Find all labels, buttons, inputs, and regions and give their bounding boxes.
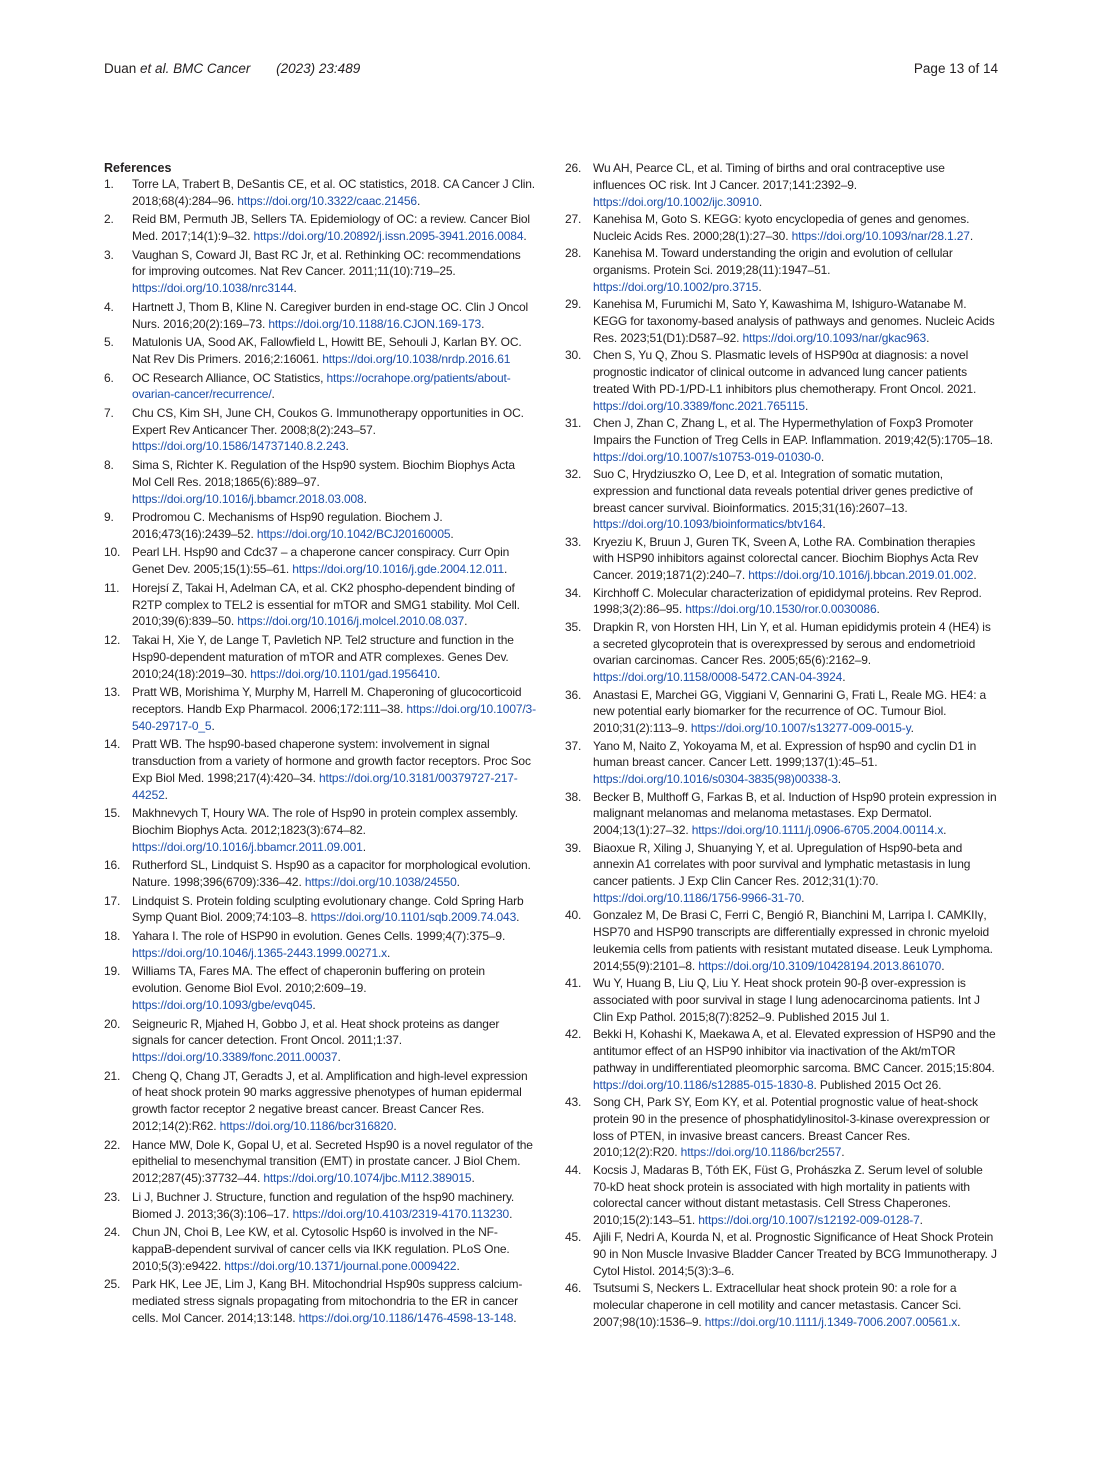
reference-suffix: .: [337, 1050, 341, 1065]
reference-suffix: .: [436, 666, 441, 681]
reference-text: Torre LA, Trabert B, DeSantis CE, et al. OC statistics, 2018. CA Cancer J Clin. 2018;68(4):284–96.: [132, 177, 535, 208]
reference-suffix: .: [416, 193, 421, 208]
reference-suffix: .: [957, 1315, 961, 1330]
reference-number: 40.: [565, 908, 582, 923]
reference-text: Seigneuric R, Mjahed H, Gobbo J, et al. Heat shock proteins as danger signals for cancer detection. Front Oncol. 2011;1:37.: [132, 1016, 500, 1048]
reference-item: [104, 857, 536, 891]
reference-number: 42.: [565, 1027, 582, 1042]
reference-item: [565, 160, 997, 210]
reference-suffix: .: [513, 1310, 517, 1325]
reference-suffix: .: [293, 281, 297, 296]
reference-number: 7.: [104, 405, 114, 420]
reference-number: 46.: [565, 1281, 582, 1296]
reference-doi-link[interactable]: https://doi.org/10.1042/BCJ20160005: [256, 526, 451, 541]
reference-suffix: .: [387, 945, 391, 960]
reference-text: Li J, Buchner J. Structure, function and regulation of the hsp90 machinery. Biomed J. 2013;36(3):106–17.: [132, 1189, 515, 1221]
reference-doi-link[interactable]: https://doi.org/10.1007/s10753-019-01030-0: [593, 449, 821, 464]
running-header-citation: [104, 61, 360, 76]
reference-item: [104, 370, 536, 404]
reference-number: 21.: [104, 1068, 121, 1083]
reference-number: 43.: [565, 1094, 582, 1109]
reference-suffix: .: [758, 194, 763, 209]
reference-text: Hartnett J, Thom B, Kline N. Caregiver burden in end-stage OC. Clin J Oncol Nurs. 2016;20(2):169–73.: [132, 299, 529, 331]
reference-number: 4.: [104, 299, 114, 314]
reference-item: [565, 789, 997, 839]
reference-doi-link[interactable]: https://doi.org/10.1038/nrdp.2016.61: [322, 351, 511, 366]
reference-number: 17.: [104, 893, 121, 908]
reference-text: Kryeziu K, Bruun J, Guren TK, Sveen A, Lothe RA. Combination therapies with HSP90 inhibitors against colorectal cancer. Biochim Biophys Acta Rev Cancer. 2019;1871(2):240–7.: [593, 534, 979, 583]
reference-text: Hance MW, Dole K, Gopal U, et al. Secreted Hsp90 is a novel regulator of the epithelial to mesenchymal transition (EMT) in prostate cancer. J Biol Chem. 2012;287(45):37732–44.: [132, 1137, 533, 1186]
reference-number: 2.: [104, 212, 114, 227]
reference-text: Yano M, Naito Z, Yokoyama M, et al. Expression of hsp90 and cyclin D1 in human breast cancer. Cancer Lett. 1999;137(1):45–51.: [593, 738, 977, 770]
reference-doi-link[interactable]: https://doi.org/10.1111/j.0906-6705.2004.00114.x: [691, 823, 944, 838]
reference-text: Vaughan S, Coward JI, Bast RC Jr, et al. Rethinking OC: recommendations for improving outcomes. Nat Rev Cancer. 2011;11(10):719–25.: [132, 247, 521, 279]
reference-item: [104, 736, 536, 803]
reference-number: 25.: [104, 1277, 121, 1292]
reference-doi-link[interactable]: https://doi.org/10.1371/journal.pone.0009422: [224, 1258, 457, 1273]
reference-doi-link[interactable]: https://doi.org/10.3109/10428194.2013.861070: [698, 958, 942, 973]
reference-item: [104, 247, 536, 297]
reference-doi-link[interactable]: https://doi.org/10.1158/0008-5472.CAN-04-3924: [593, 670, 843, 685]
reference-text: Biaoxue R, Xiling J, Shuanying Y, et al. Upregulation of Hsp90-beta and annexin A1 correlates with poor survival and lymphatic metastasis in lung cancer patients. J Exp Clin Cancer Res. 2012;31(1):70.: [593, 840, 971, 889]
reference-item: [104, 805, 536, 855]
reference-number: 3.: [104, 247, 114, 262]
reference-suffix: .: [973, 568, 977, 583]
reference-item: [104, 509, 536, 543]
reference-item: [565, 245, 997, 295]
reference-suffix: .: [312, 997, 316, 1012]
reference-item: [104, 299, 536, 333]
reference-doi-link[interactable]: https://doi.org/10.1074/jbc.M112.389015: [263, 1171, 472, 1186]
reference-text: Kanehisa M. Toward understanding the origin and evolution of cellular organisms. Protein Sci. 2019;28(11):1947–51.: [593, 246, 953, 277]
header-journal: BMC Cancer: [173, 61, 251, 76]
header-year-volume: (2023) 23:489: [276, 61, 361, 76]
reference-suffix: .: [464, 614, 468, 629]
reference-text: Prodromou C. Mechanisms of Hsp90 regulation. Biochem J. 2016;473(16):2439–52.: [132, 510, 443, 541]
reference-suffix: .: [804, 398, 809, 413]
reference-item: [104, 893, 536, 927]
reference-text: Pratt WB, Morishima Y, Murphy M, Harrell M. Chaperoning of glucocorticoid receptors. Handb Exp Pharmacol. 2006;172:111–38.: [132, 685, 522, 716]
reference-text: Suo C, Hrydziuszko O, Lee D, et al. Integration of somatic mutation, expression and functional data reveals potential driver genes predictive of breast cancer survival. Bioinformatics. 2015;31(16):2607–13.: [593, 466, 973, 515]
reference-number: 18.: [104, 929, 121, 944]
reference-text: Wu AH, Pearce CL, et al. Timing of births and oral contraceptive use influences OC risk. Int J Cancer. 2017;141:2392–9.: [593, 161, 945, 192]
reference-suffix: .: [822, 517, 826, 532]
reference-item: [104, 1189, 536, 1223]
reference-doi-link[interactable]: https://doi.org/10.3389/fonc.2011.00037: [132, 1050, 338, 1065]
reference-number: 37.: [565, 738, 582, 753]
reference-text: Ajili F, Nedri A, Kourda N, et al. Prognostic Significance of Heat Shock Protein 90 in Non Muscle Invasive Bladder Cancer Treated by BCG Immunotherapy. J Cytol Histol. 2014;5(3):3–6.: [593, 1230, 997, 1279]
reference-number: 9.: [104, 510, 114, 525]
reference-suffix: .: [841, 1145, 845, 1160]
reference-doi-link[interactable]: https://doi.org/10.1093/gbe/evq045: [132, 997, 313, 1012]
reference-text: Kanehisa M, Furumichi M, Sato Y, Kawashima M, Ishiguro-Watanabe M. KEGG for taxonomy-based analysis of pathways and genomes. Nucleic Acids Res. 2023;51(D1):D587–92.: [593, 297, 995, 345]
reference-item: [565, 1280, 997, 1330]
reference-text: OC Research Alliance, OC Statistics,: [132, 370, 327, 385]
reference-doi-link[interactable]: https://doi.org/10.1186/bcr2557: [680, 1145, 842, 1160]
reference-text: Song CH, Park SY, Eom KY, et al. Potential prognostic value of heat-shock protein 90 in the presence of phosphatidylinositol-3-kinase overexpression or loss of PTEN, in invasive breast cancers. Breast Cancer Res. 2010;12(2):R20.: [593, 1094, 990, 1160]
reference-suffix: .: [164, 787, 168, 802]
reference-doi-link[interactable]: https://doi.org/10.1007/s13277-009-0015-y: [690, 721, 911, 736]
reference-suffix: .: [393, 1119, 397, 1134]
reference-number: 15.: [104, 806, 121, 821]
reference-number: 20.: [104, 1016, 121, 1031]
reference-item: [104, 176, 536, 210]
reference-number: 14.: [104, 737, 121, 752]
reference-text: Makhnevych T, Houry WA. The role of Hsp90 in protein complex assembly. Biochim Biophys Acta. 2012;1823(3):674–82.: [132, 806, 518, 837]
reference-suffix: .: [271, 387, 275, 402]
reference-number: 29.: [565, 297, 582, 312]
reference-number: 39.: [565, 840, 582, 855]
reference-doi-link[interactable]: https://doi.org/10.1101/gad.1956410: [250, 666, 437, 681]
reference-item: [565, 1229, 997, 1279]
reference-item: [565, 840, 997, 907]
reference-item: [104, 211, 536, 245]
reference-suffix: .: [456, 1258, 460, 1273]
reference-number: 36.: [565, 687, 582, 702]
reference-text: Chu CS, Kim SH, June CH, Coukos G. Immunotherapy opportunities in OC. Expert Rev Anticancer Ther. 2008;8(2):243–57.: [132, 405, 524, 437]
reference-text: Reid BM, Permuth JB, Sellers TA. Epidemiology of OC: a review. Cancer Biol Med. 2017;14(1):9–32.: [132, 212, 530, 244]
reference-item: [104, 1137, 536, 1187]
reference-text: Pearl LH. Hsp90 and Cdc37 – a chaperone cancer conspiracy. Curr Opin Genet Dev. 2005;15(1):55–61.: [132, 545, 510, 577]
reference-doi-link[interactable]: https://doi.org/10.1002/ijc.30910: [593, 194, 759, 209]
reference-text: Kanehisa M, Goto S. KEGG: kyoto encyclopedia of genes and genomes. Nucleic Acids Res. 2000;28(1):27–30.: [593, 211, 970, 243]
reference-number: 41.: [565, 976, 582, 991]
reference-item: [565, 534, 997, 584]
reference-item: [565, 415, 997, 465]
reference-item: [565, 296, 997, 346]
reference-text: Horejsí Z, Takai H, Adelman CA, et al. CK2 phospho-dependent binding of R2TP complex to TEL2 is essential for mTOR and SMG1 stability. Mol Cell. 2010;39(6):839–50.: [132, 580, 520, 629]
reference-text: Kirchhoff C. Molecular characterization of epididymal proteins. Rev Reprod. 1998;3(2):86–95.: [593, 585, 982, 617]
reference-doi-link[interactable]: https://doi.org/10.1186/1756-9966-31-70: [593, 890, 802, 905]
reference-doi-link[interactable]: https://doi.org/10.1111/j.1349-7006.2007.00561.x: [704, 1315, 958, 1330]
reference-suffix: .: [456, 875, 460, 890]
reference-number: 32.: [565, 466, 582, 481]
reference-text: Williams TA, Fares MA. The effect of chaperonin buffering on protein evolution. Genome Biol Evol. 2010;2:609–19.: [132, 964, 485, 996]
reference-text: Pratt WB. The hsp90-based chaperone system: involvement in signal transduction from a variety of hormone and growth factor receptors. Proc Soc Exp Biol Med. 1998;217(4):420–34.: [132, 737, 531, 785]
reference-item: [565, 347, 997, 414]
reference-text: Rutherford SL, Lindquist S. Hsp90 as a capacitor for morphological evolution. Nature. 1998;396(6709):336–42.: [132, 858, 531, 890]
reference-suffix: .: [876, 602, 880, 617]
header-authors: Duan: [104, 61, 137, 76]
reference-doi-link[interactable]: https://doi.org/10.1101/sqb.2009.74.043: [310, 910, 517, 925]
reference-text: Bekki H, Kohashi K, Maekawa A, et al. Elevated expression of HSP90 and the antitumor effect of an HSP90 inhibitor via inactivation of the Akt/mTOR pathway in undifferentiated pleomorphic sarcoma. BMC Cancer. 2015;15:804.: [593, 1027, 996, 1075]
reference-number: 38.: [565, 789, 582, 804]
reference-text: Wu Y, Huang B, Liu Q, Liu Y. Heat shock protein 90-β over-expression is associated with poor survival in stage I lung adenocarcinoma patients. Int J Clin Exp Pathol. 2015;8(7):8252–9. Published 2015 Jul 1.: [593, 976, 980, 1024]
reference-doi-link[interactable]: https://doi.org/10.1016/j.bbcan.2019.01.002: [748, 568, 974, 583]
reference-suffix: .: [523, 229, 527, 244]
reference-doi-link[interactable]: https://doi.org/10.1093/nar/28.1.27: [791, 228, 970, 243]
reference-number: 11.: [104, 580, 120, 595]
reference-suffix: .: [345, 439, 349, 454]
reference-text: Park HK, Lee JE, Lim J, Kang BH. Mitochondrial Hsp90s suppress calcium-mediated stress signals propagating from mitochondria to the ER in cancer cells. Mol Cancer. 2014;13:148.: [132, 1277, 523, 1325]
reference-text: Anastasi E, Marchei GG, Viggiani V, Gennarini G, Frati L, Reale MG. HE4: a new potential early biomarker for the recurrence of OC. Tumour Biol. 2010;31(2):113–9.: [593, 687, 987, 736]
reference-doi-link[interactable]: https://doi.org/10.1016/j.molcel.2010.08.037: [237, 614, 465, 629]
reference-suffix: .: [969, 228, 973, 243]
reference-suffix: .: [504, 562, 508, 577]
reference-item: [565, 975, 997, 1025]
reference-doi-link[interactable]: https://doi.org/10.3389/fonc.2021.765115: [593, 398, 805, 413]
reference-text: Takai H, Xie Y, de Lange T, Pavletich NP. Tel2 structure and function in the Hsp90-dependent maturation of mTOR and ATR complexes. Genes Dev. 2010;24(18):2019–30.: [132, 632, 514, 681]
reference-doi-link[interactable]: https://doi.org/10.1016/j.gde.2004.12.011: [292, 562, 505, 577]
references-heading: References: [104, 161, 172, 175]
reference-suffix: .: [919, 1213, 923, 1228]
references-column-right: [565, 160, 997, 1331]
reference-number: 45.: [565, 1230, 582, 1245]
reference-text: Chun JN, Choi B, Lee KW, et al. Cytosolic Hsp60 is involved in the NF-kappaB-dependent survival of cancer cells via IKK regulation. PLoS One. 2010;5(3):e9422.: [132, 1225, 510, 1273]
reference-number: 35.: [565, 619, 582, 634]
reference-item: [104, 928, 536, 962]
reference-doi-link[interactable]: https://doi.org/10.1007/3-540-29717-0_5: [132, 701, 536, 733]
reference-number: 26.: [565, 161, 582, 175]
reference-item: [565, 907, 997, 974]
reference-number: 27.: [565, 211, 582, 226]
reference-suffix: .: [363, 491, 367, 506]
reference-text: Yahara I. The role of HSP90 in evolution. Genes Cells. 1999;4(7):375–9.: [132, 929, 506, 944]
reference-doi-link[interactable]: https://doi.org/10.1038/24550: [304, 875, 457, 890]
reference-number: 8.: [104, 458, 114, 472]
reference-item: [104, 334, 536, 368]
reference-suffix: .: [820, 449, 825, 464]
reference-item: [104, 1016, 536, 1066]
reference-suffix: .: [910, 721, 914, 736]
reference-number: 34.: [565, 585, 582, 600]
reference-item: [104, 580, 536, 630]
reference-suffix: .: [837, 772, 841, 787]
reference-item: [565, 619, 997, 686]
references-column-left: [104, 160, 536, 1327]
reference-text: Matulonis UA, Sood AK, Fallowfield L, Howitt BE, Sehouli J, Karlan BY. OC. Nat Rev Dis Primers. 2016;2:16061.: [132, 335, 522, 366]
reference-doi-link[interactable]: https://doi.org/10.1016/j.bbamcr.2011.09.001: [132, 839, 363, 854]
reference-item: [565, 585, 997, 619]
reference-text: Kocsis J, Madaras B, Tóth EK, Füst G, Prohászka Z. Serum level of soluble 70-kD heat shock protein is associated with high mortality in patients with colorectal cancer without distant metastasis. Cell Stress Chaperones. 2010;15(2):143–51.: [593, 1162, 983, 1228]
reference-number: 33.: [565, 534, 582, 549]
reference-suffix: .: [516, 910, 520, 925]
reference-number: 5.: [104, 335, 114, 350]
reference-number: 10.: [104, 545, 121, 560]
reference-doi-link[interactable]: https://doi.org/10.20892/j.issn.2095-3941.2016.0084: [253, 229, 524, 244]
reference-number: 44.: [565, 1162, 582, 1177]
reference-doi-link[interactable]: https://doi.org/10.1016/j.bbamcr.2018.03.008: [132, 491, 364, 506]
reference-text: Gonzalez M, De Brasi C, Ferri C, Bengió R, Bianchini M, Larripa I. CAMKIIγ, HSP70 and HSP90 transcripts are differentially expressed in chronic myeloid leukemia cells from patients with resistant mutated disease. Leuk Lymphoma. 2014;55(9):2101–8.: [593, 908, 993, 973]
reference-doi-link[interactable]: https://doi.org/10.1530/ror.0.0030086: [685, 602, 877, 617]
reference-number: 16.: [104, 858, 121, 873]
reference-item: [104, 544, 536, 578]
reference-item: [104, 1068, 536, 1135]
page-number: Page 13 of 14: [913, 61, 998, 76]
reference-doi-link[interactable]: https://doi.org/10.1016/s0304-3835(98)00338-3: [593, 772, 838, 787]
reference-doi-link[interactable]: https://doi.org/10.1093/nar/gkac963: [742, 330, 927, 345]
reference-suffix: . Published 2015 Oct 26.: [813, 1077, 942, 1092]
reference-item: [104, 1276, 536, 1326]
reference-number: 1.: [104, 177, 114, 191]
reference-suffix: .: [509, 1206, 513, 1221]
reference-doi-link[interactable]: https://doi.org/10.3181/00379727-217-44252: [132, 770, 518, 802]
reference-number: 12.: [104, 632, 121, 647]
reference-doi-link[interactable]: https://doi.org/10.1046/j.1365-2443.1999.00271.x: [132, 945, 388, 960]
reference-item: [565, 738, 997, 788]
reference-text: Tsutsumi S, Neckers L. Extracellular heat shock protein 90: a role for a molecular chaperone in cell motility and cancer metastasis. Cancer Sci. 2007;98(10):1536–9.: [593, 1281, 962, 1330]
reference-item: [104, 632, 536, 682]
reference-doi-link[interactable]: https://doi.org/10.1007/s12192-009-0128-7: [698, 1213, 920, 1228]
reference-text: Sima S, Richter K. Regulation of the Hsp90 system. Biochim Biophys Acta Mol Cell Res. 2018;1865(6):889–97.: [132, 458, 515, 489]
reference-doi-link[interactable]: https://doi.org/10.3322/caac.21456: [237, 193, 417, 208]
reference-item: [565, 466, 997, 533]
reference-doi-link[interactable]: https://doi.org/10.1586/14737140.8.2.243: [132, 439, 346, 454]
reference-item: [104, 405, 536, 455]
reference-doi-link[interactable]: https://doi.org/10.1186/1476-4598-13-148: [298, 1310, 514, 1325]
reference-item: [104, 963, 536, 1013]
reference-number: 28.: [565, 246, 582, 261]
reference-text: Drapkin R, von Horsten HH, Lin Y, et al. Human epididymis protein 4 (HE4) is a secreted glycoprotein that is overexpressed by serous and endometrioid ovarian carcinomas. Cancer Res. 2005;65(6):2162–9.: [593, 619, 991, 668]
reference-text: Becker B, Multhoff G, Farkas B, et al. Induction of Hsp90 protein expression in malignant melanomas and melanoma metastases. Exp Dermatol. 2004;13(1):27–32.: [593, 789, 997, 838]
reference-number: 6.: [104, 370, 114, 385]
reference-suffix: .: [926, 330, 930, 345]
reference-number: 30.: [565, 348, 582, 363]
reference-item: [565, 1162, 997, 1229]
reference-doi-link[interactable]: https://doi.org/10.1186/s12885-015-1830-8: [593, 1077, 814, 1092]
reference-item: [104, 457, 536, 507]
reference-doi-link[interactable]: https://doi.org/10.1038/nrc3144: [132, 281, 294, 296]
reference-suffix: .: [211, 718, 215, 733]
reference-doi-link[interactable]: https://ocrahope.org/patients/about-ovarian-cancer/recurrence/: [132, 370, 511, 402]
reference-suffix: .: [481, 316, 485, 331]
reference-item: [565, 1094, 997, 1161]
reference-suffix: .: [943, 823, 947, 838]
reference-text: Cheng Q, Chang JT, Geradts J, et al. Amplification and high-level expression of heat shock protein 90 marks aggressive phenotypes of human epidermal growth factor receptor 2 negative breast cancer. Breast Cancer Res. 2012;14(2):R62.: [132, 1068, 528, 1134]
reference-item: [104, 684, 536, 734]
reference-doi-link[interactable]: https://doi.org/10.4103/2319-4170.113230: [292, 1206, 510, 1221]
reference-number: 22.: [104, 1137, 121, 1152]
reference-item: [565, 1026, 997, 1093]
reference-number: 23.: [104, 1189, 121, 1204]
reference-text: Lindquist S. Protein folding sculpting evolutionary change. Cold Spring Harb Symp Quant Biol. 2009;74:103–8.: [132, 893, 524, 925]
reference-doi-link[interactable]: https://doi.org/10.1188/16.CJON.169-173: [268, 316, 482, 331]
reference-text: Chen S, Yu Q, Zhou S. Plasmatic levels of HSP90α at diagnosis: a novel prognostic indicator of clinical outcome in advanced lung cancer patients treated With PD-1/PD-L1 inhibitors plus chemotherapy. Front Oncol. 2021.: [593, 348, 977, 396]
reference-suffix: .: [362, 839, 366, 854]
reference-item: [104, 1224, 536, 1274]
reference-suffix: .: [941, 958, 945, 973]
reference-suffix: .: [842, 670, 846, 685]
reference-doi-link[interactable]: https://doi.org/10.1093/bioinformatics/btv164: [593, 517, 823, 532]
header-etal: et al.: [140, 61, 170, 76]
reference-number: 31.: [565, 415, 582, 430]
reference-suffix: .: [450, 526, 454, 541]
reference-number: 13.: [104, 685, 121, 700]
reference-suffix: .: [801, 890, 805, 905]
reference-suffix: .: [471, 1171, 475, 1186]
reference-text: Chen J, Zhan C, Zhang L, et al. The Hypermethylation of Foxp3 Promoter Impairs the Function of Treg Cells in EAP. Inflammation. 2019;42(5):1705–18.: [593, 415, 993, 447]
reference-number: 19.: [104, 964, 121, 979]
page-header: [104, 61, 998, 79]
reference-doi-link[interactable]: https://doi.org/10.1002/pro.3715: [593, 279, 759, 294]
reference-item: [565, 211, 997, 245]
reference-number: 24.: [104, 1225, 121, 1240]
reference-suffix: .: [758, 279, 762, 294]
reference-doi-link[interactable]: https://doi.org/10.1186/bcr316820: [219, 1119, 394, 1134]
reference-item: [565, 687, 997, 737]
